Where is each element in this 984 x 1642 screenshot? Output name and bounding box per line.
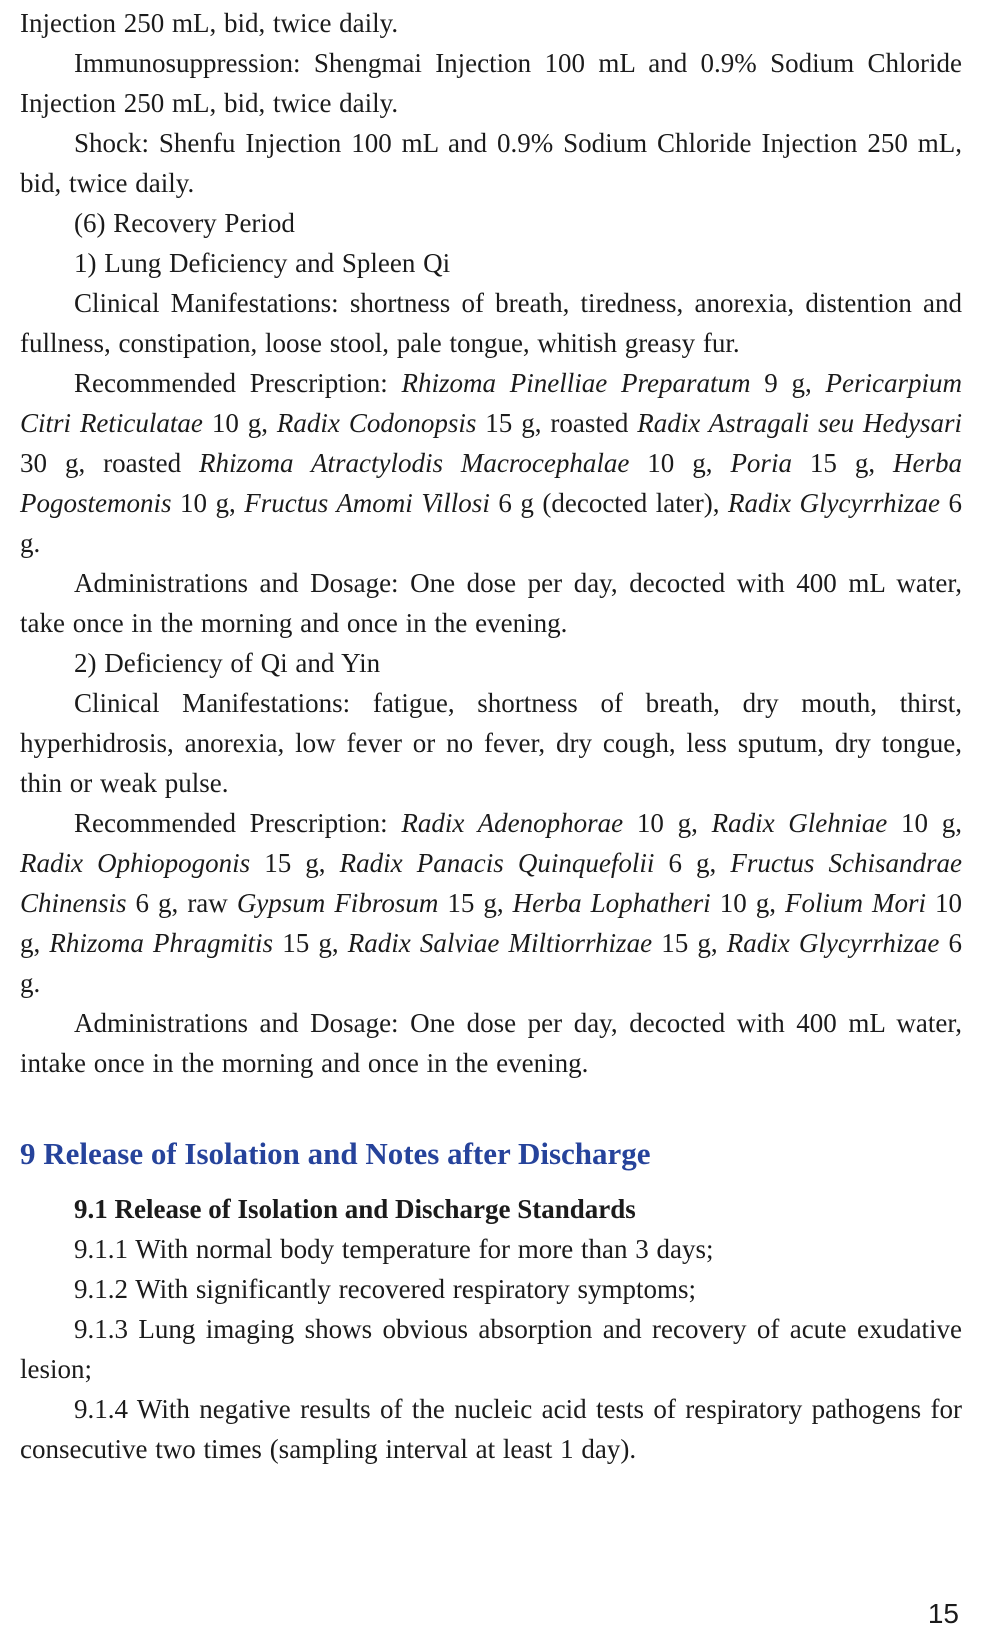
text-run: 30 g, roasted [20, 448, 200, 478]
text-run: 10 g, [629, 448, 731, 478]
text-run: Clinical Manifestations: shortness of breath, tiredness, anorexia, distention and fullness, constipation, loose stool, pale tongue, whitish greasy fur. [20, 288, 962, 358]
text-run: 15 g, [250, 848, 340, 878]
paragraph [20, 1229, 962, 1269]
text-run: 10 g, [710, 888, 785, 918]
text-run: 15 g, roasted [476, 408, 638, 438]
paragraph [20, 243, 962, 283]
text-run: Administrations and Dosage: One dose per day, decocted with 400 mL water, take once in the morning and once in the evening. [20, 568, 962, 638]
paragraph [20, 3, 962, 43]
latin-herb-name: Radix Adenophorae [401, 808, 624, 838]
latin-herb-name: Rhizoma Pinelliae Preparatum [401, 368, 751, 398]
text-run: 9.1 Release of Isolation and Discharge Standards [74, 1194, 636, 1224]
latin-herb-name: Rhizoma Atractylodis Macrocephalae [199, 448, 630, 478]
text-run: 15 g, [273, 928, 348, 958]
paragraph [20, 283, 962, 363]
text-run: Clinical Manifestations: fatigue, shortness of breath, dry mouth, thirst, hyperhidrosis, anorexia, low fever or no fever, dry cough, less sputum, dry tongue, thin or weak pulse. [20, 688, 962, 798]
latin-herb-name: Fructus Amomi Villosi [244, 488, 490, 518]
paragraph [20, 563, 962, 643]
page-number: 15 [927, 1598, 959, 1629]
text-run: 10 g, [20, 888, 963, 958]
latin-herb-name: Poria [730, 448, 792, 478]
latin-herb-name: Herba Pogostemonis [20, 448, 963, 518]
text-run: 10 g, [887, 808, 962, 838]
paragraph [20, 1389, 962, 1469]
text-run: 10 g, [202, 408, 277, 438]
text-run: 6 g, raw [126, 888, 237, 918]
text-run: 9 g, [750, 368, 826, 398]
paragraph [20, 643, 962, 683]
paragraph [20, 1269, 962, 1309]
subsection-heading [20, 1189, 962, 1229]
latin-herb-name: Radix Salviae Miltiorrhizae [347, 928, 653, 958]
paragraph [20, 123, 962, 203]
latin-herb-name: Radix Glehniae [711, 808, 888, 838]
text-run: 1) Lung Deficiency and Spleen Qi [74, 248, 451, 278]
latin-herb-name: Radix Glycyrrhizae [728, 488, 940, 518]
text-run: 15 g, [791, 448, 894, 478]
paragraph [20, 203, 962, 243]
latin-herb-name: Radix Ophiopogonis [20, 848, 251, 878]
latin-herb-name: Radix Astragali seu Hedysari [637, 408, 963, 438]
paragraph [20, 803, 962, 1003]
text-run: 15 g, [652, 928, 727, 958]
paragraph [20, 1003, 962, 1083]
text-run: 10 g, [623, 808, 712, 838]
text-run: Immunosuppression: Shengmai Injection 100 mL and 0.9% Sodium Chloride Injection 250 mL, bid, twice daily. [20, 48, 962, 118]
text-run: 9 Release of Isolation and Notes after Discharge [20, 1136, 651, 1171]
text-run: 10 g, [171, 488, 245, 518]
paragraph [20, 43, 962, 123]
text-run: 9.1.4 With negative results of the nucleic acid tests of respiratory pathogens for consecutive two times (sampling interval at least 1 day). [20, 1394, 962, 1464]
latin-herb-name: Rhizoma Phragmitis [49, 928, 274, 958]
text-run: 6 g. [20, 488, 963, 558]
latin-herb-name: Folium Mori [784, 888, 926, 918]
text-run: Recommended Prescription: [74, 368, 402, 398]
paragraph [20, 363, 962, 563]
text-run: 6 g. [20, 928, 963, 998]
paragraph [20, 683, 962, 803]
latin-herb-name: Pericarpium Citri Reticulatae [20, 368, 962, 438]
text-run: Injection 250 mL, bid, twice daily. [20, 8, 399, 38]
text-run: Shock: Shenfu Injection 100 mL and 0.9% Sodium Chloride Injection 250 mL, bid, twice daily. [20, 128, 962, 198]
text-run: 15 g, [438, 888, 513, 918]
text-run: Recommended Prescription: [74, 808, 402, 838]
paragraph-list [20, 3, 962, 1469]
text-run: (6) Recovery Period [74, 208, 295, 238]
section-heading [20, 1133, 962, 1175]
latin-herb-name: Radix Glycyrrhizae [726, 928, 940, 958]
text-run: 2) Deficiency of Qi and Yin [74, 648, 381, 678]
text-run: 6 g (decocted later), [489, 488, 729, 518]
paragraph [20, 1309, 962, 1389]
latin-herb-name: Gypsum Fibrosum [236, 888, 439, 918]
text-run: 9.1.1 With normal body temperature for more than 3 days; [74, 1234, 714, 1264]
latin-herb-name: Radix Codonopsis [276, 408, 477, 438]
latin-herb-name: Radix Panacis Quinquefolii [339, 848, 655, 878]
text-run: Administrations and Dosage: One dose per day, decocted with 400 mL water, intake once in the morning and once in the evening. [20, 1008, 962, 1078]
text-run: 9.1.3 Lung imaging shows obvious absorption and recovery of acute exudative lesion; [20, 1314, 962, 1384]
text-run: 9.1.2 With significantly recovered respiratory symptoms; [74, 1274, 697, 1304]
latin-herb-name: Herba Lophatheri [512, 888, 711, 918]
latin-herb-name: Fructus Schisandrae Chinensis [20, 848, 963, 918]
text-run: 6 g, [654, 848, 731, 878]
